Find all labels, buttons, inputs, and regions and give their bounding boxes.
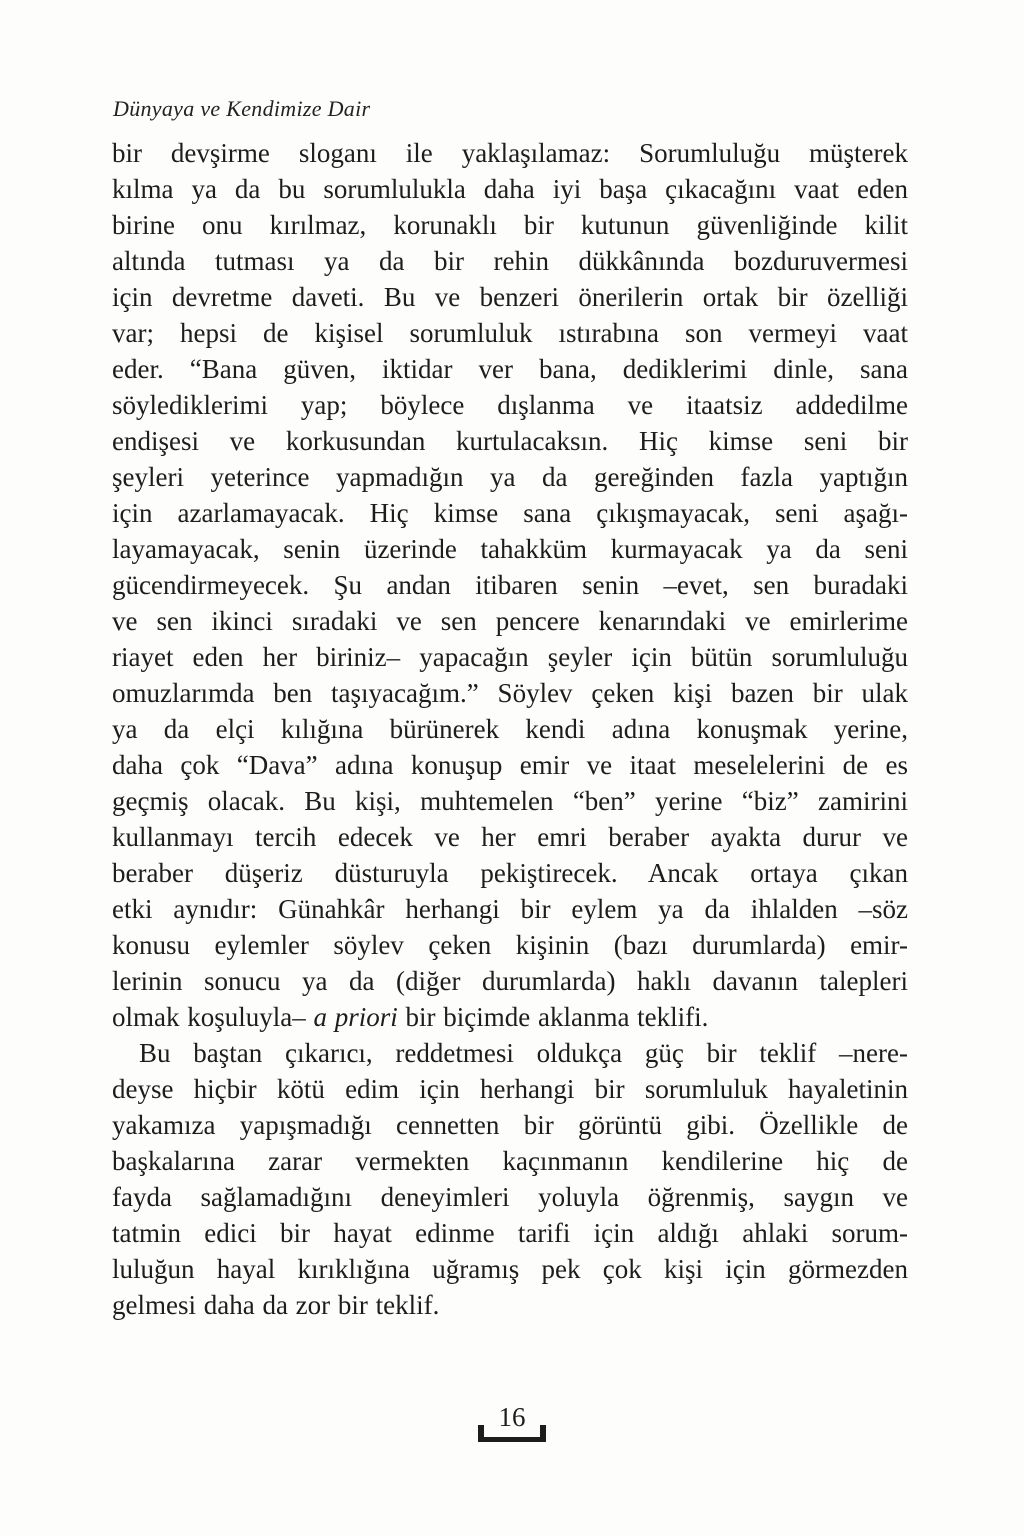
text-segment: tatmin edici bir hayat edinme tarifi için aldığı ahlaki sorum-	[112, 1218, 908, 1248]
text-segment: yakamıza yapışmadığı cennetten bir görüntü gibi. Özellikle de	[112, 1110, 908, 1140]
text-line	[112, 1035, 908, 1071]
paragraph	[112, 1035, 908, 1323]
text-line	[112, 855, 908, 891]
text-segment: beraber düşeriz düsturuyla pekiştirecek. Ancak ortaya çıkan	[112, 858, 908, 888]
page-number: 16	[498, 1402, 526, 1432]
text-line	[112, 243, 908, 279]
text-segment: şeyleri yeterince yapmadığın ya da gereğinden fazla yaptığın	[112, 462, 908, 492]
text-segment: lerinin sonucu ya da (diğer durumlarda) haklı davanın talepleri	[112, 966, 908, 996]
text-segment: bir devşirme sloganı ile yaklaşılamaz: Sorumluluğu müşterek	[112, 138, 908, 168]
text-line	[112, 387, 908, 423]
text-line	[112, 891, 908, 927]
text-line	[112, 351, 908, 387]
text-line	[112, 1143, 908, 1179]
text-segment: riayet eden her biriniz– yapacağın şeyler için bütün sorumluluğu	[112, 642, 908, 672]
text-segment: var; hepsi de kişisel sorumluluk ıstırabına son vermeyi vaat	[112, 318, 908, 348]
text-line	[112, 639, 908, 675]
text-segment: eder. “Bana güven, iktidar ver bana, dediklerimi dinle, sana	[112, 354, 908, 384]
text-line	[112, 819, 908, 855]
text-segment: gücendirmeyecek. Şu andan itibaren senin –evet, sen buradaki	[112, 570, 908, 600]
text-segment: etki aynıdır: Günahkâr herhangi bir eylem ya da ihlalden –söz	[112, 894, 908, 924]
text-line	[112, 783, 908, 819]
text-line	[112, 567, 908, 603]
text-segment: ve sen ikinci sıradaki ve sen pencere kenarındaki ve emirlerime	[112, 606, 908, 636]
text-line	[112, 135, 908, 171]
text-segment: daha çok “Dava” adına konuşup emir ve itaat meselelerini de es	[112, 750, 908, 780]
text-segment: endişesi ve korkusundan kurtulacaksın. Hiç kimse seni bir	[112, 426, 908, 456]
text-segment: deyse hiçbir kötü edim için herhangi bir sorumluluk hayaletinin	[112, 1074, 908, 1104]
page-footer	[0, 1402, 1024, 1442]
text-line	[112, 675, 908, 711]
text-segment: için azarlamayacak. Hiç kimse sana çıkışmayacak, seni aşağı-	[112, 498, 908, 528]
text-segment: gelmesi daha da zor bir teklif.	[112, 1290, 440, 1320]
text-segment: luluğun hayal kırıklığına uğramış pek çok kişi için görmezden	[112, 1254, 908, 1284]
text-line	[112, 603, 908, 639]
text-segment: ya da elçi kılığına bürünerek kendi adına konuşmak yerine,	[112, 714, 908, 744]
text-segment: kılma ya da bu sorumlulukla daha iyi başa çıkacağını vaat eden	[112, 174, 908, 204]
text-line	[112, 927, 908, 963]
text-line	[112, 423, 908, 459]
text-segment: kullanmayı tercih edecek ve her emri beraber ayakta durur ve	[112, 822, 908, 852]
text-line	[112, 1107, 908, 1143]
text-segment: bir biçimde aklanma teklifi.	[397, 1002, 709, 1032]
text-segment: fayda sağlamadığını deneyimleri yoluyla öğrenmiş, saygın ve	[112, 1182, 908, 1212]
text-line	[112, 315, 908, 351]
text-line	[112, 1071, 908, 1107]
body-text	[112, 135, 908, 1323]
text-segment: söylediklerimi yap; böylece dışlanma ve itaatsiz addedilme	[112, 390, 908, 420]
text-segment: konusu eylemler söylev çeken kişinin (bazı durumlarda) emir-	[112, 930, 908, 960]
text-line	[112, 1251, 908, 1287]
text-line	[112, 963, 908, 999]
text-segment: olmak koşuluyla–	[112, 1002, 314, 1032]
text-line	[112, 1179, 908, 1215]
text-segment: için devretme daveti. Bu ve benzeri önerilerin ortak bir özelliği	[112, 282, 908, 312]
text-line	[112, 1287, 908, 1323]
text-line	[112, 531, 908, 567]
italic-text: a priori	[313, 1002, 398, 1032]
text-segment: başkalarına zarar vermekten kaçınmanın kendilerine hiç de	[112, 1146, 908, 1176]
running-header: Dünyaya ve Kendimize Dair	[113, 96, 371, 121]
text-line	[112, 279, 908, 315]
text-line	[112, 171, 908, 207]
text-line	[112, 459, 908, 495]
text-segment: altında tutması ya da bir rehin dükkânında bozduruvermesi	[112, 246, 908, 276]
text-line	[112, 747, 908, 783]
text-line	[112, 207, 908, 243]
text-segment: geçmiş olacak. Bu kişi, muhtemelen “ben” yerine “biz” zamirini	[112, 786, 908, 816]
paragraph	[112, 135, 908, 1035]
text-segment: birine onu kırılmaz, korunaklı bir kutunun güvenliğinde kilit	[112, 210, 908, 240]
text-segment: layamayacak, senin üzerinde tahakküm kurmayacak ya da seni	[112, 534, 908, 564]
text-line	[112, 711, 908, 747]
text-segment: Bu baştan çıkarıcı, reddetmesi oldukça güç bir teklif –nere-	[139, 1038, 908, 1068]
text-line	[112, 999, 908, 1035]
text-segment: omuzlarımda ben taşıyacağım.” Söylev çeken kişi bazen bir ulak	[112, 678, 908, 708]
text-line	[112, 1215, 908, 1251]
text-line	[112, 495, 908, 531]
